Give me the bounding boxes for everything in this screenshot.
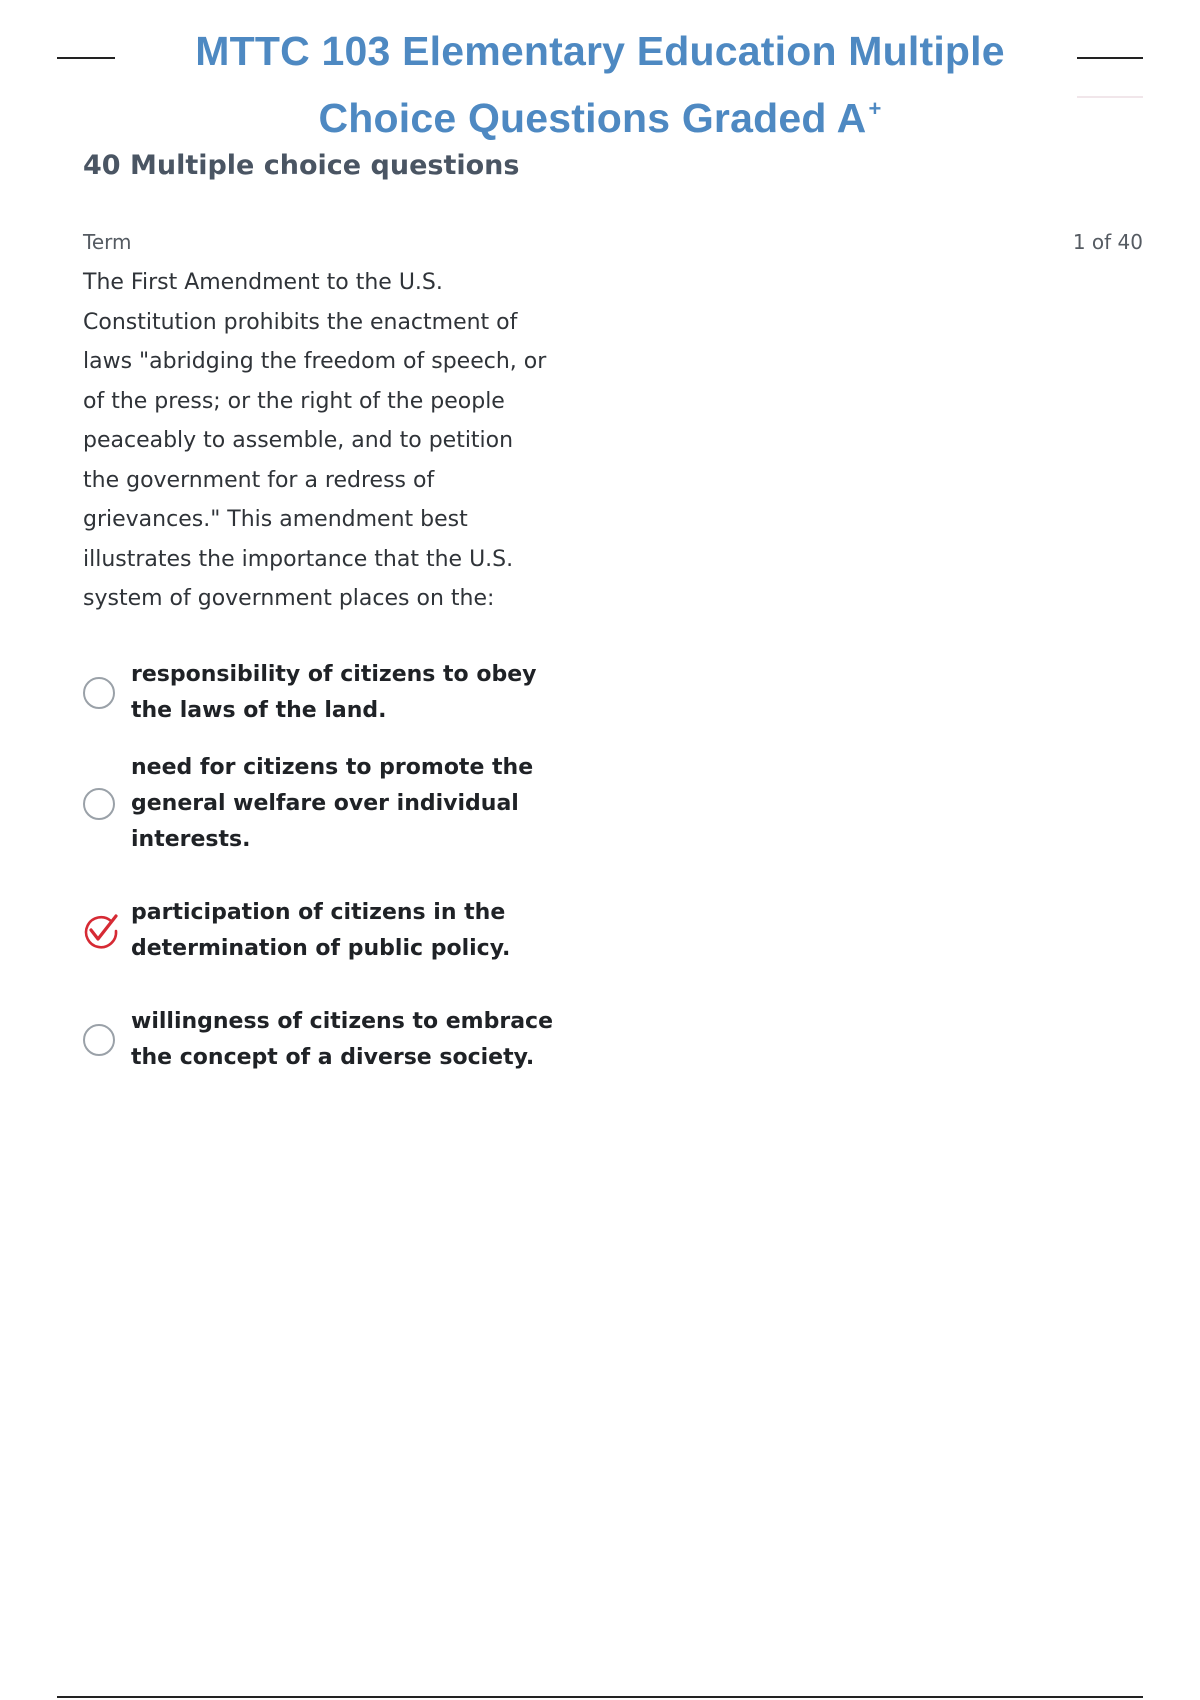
check-mark-icon [81, 911, 121, 951]
grade-plus: + [868, 96, 882, 121]
answer-option-text: willingness of citizens to embrace the concept of a diverse society. [131, 1009, 553, 1070]
title-wrap [0, 22, 1200, 147]
radio-circle-icon[interactable] [83, 788, 115, 820]
red-check-circle-icon[interactable] [83, 915, 115, 947]
question-count-heading: 40 Multiple choice questions [83, 150, 520, 181]
answer-option-4[interactable] [83, 1004, 553, 1076]
radio-circle-icon[interactable] [83, 677, 115, 709]
answer-option-text: participation of citizens in the determination of public policy. [131, 900, 511, 961]
answer-option-text: need for citizens to promote the general welfare over individual interests. [131, 755, 534, 852]
answer-option-3[interactable] [83, 895, 553, 967]
document-title [150, 22, 1050, 147]
answer-option-1[interactable] [83, 657, 553, 729]
question-text: The First Amendment to the U.S. Constitution prohibits the enactment of laws "abridging the freedom of speech, or of the press; or the right of the people peaceably to assemble, and to petition the government for a redress of grievances." This amendment best illustrates the importance that the U.S. system of government places on the: [83, 270, 547, 611]
answer-option-text: responsibility of citizens to obey the laws of the land. [131, 662, 537, 723]
term-label: Term [83, 230, 132, 254]
radio-circle-icon[interactable] [83, 1024, 115, 1056]
bottom-rule [57, 1696, 1143, 1698]
document-title-text: MTTC 103 Elementary Education Multiple Choice Questions Graded A [195, 28, 1005, 141]
card-counter: 1 of 40 [1072, 230, 1143, 254]
answer-option-2[interactable] [83, 750, 553, 858]
